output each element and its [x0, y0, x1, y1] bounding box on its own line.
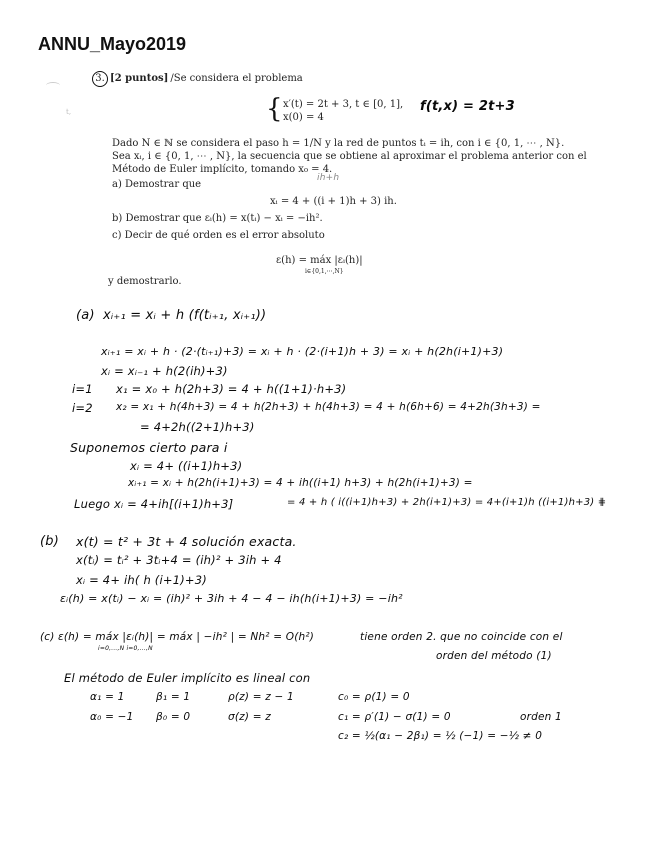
part-a-formula: xᵢ = 4 + ((i + 1)h + 3) ih.: [270, 196, 397, 207]
solution-a-line-2: xᵢ₊₁ = xᵢ + h · (2·(tᵢ₊₁)+3) = xᵢ + h · (2·(i+1)h + 3) = xᵢ + h(2h(i+1)+3): [101, 345, 504, 358]
margin-mark: [46, 82, 60, 89]
solution-b-line-2: x(tᵢ) = tᵢ² + 3tᵢ+4 = (ih)² + 3ih + 4: [76, 553, 282, 567]
problem-intro: Se considera el problema: [173, 73, 303, 84]
solution-a-label: (a): [76, 308, 95, 323]
coef-beta0: β₀ = 0: [156, 711, 191, 723]
problem-points: [2 puntos]: [110, 73, 169, 84]
solution-a-line-8: xᵢ = 4+ ((i+1)h+3): [130, 459, 243, 473]
order-result: orden 1: [520, 711, 562, 723]
problem-paragraph-2: Sea xᵢ, i ∈ {0, 1, ⋯ , N}, la secuencia que se obtiene al aproximar el problema anterior con el: [112, 151, 587, 162]
solution-b-line-1: x(t) = t² + 3t + 4 solución exacta.: [76, 534, 297, 549]
solution-a-index-2: i=2: [72, 401, 93, 415]
coef-beta1: β₁ = 1: [156, 691, 191, 703]
solution-a-line-6: = 4+2h((2+1)h+3): [140, 420, 255, 434]
solution-a-line-10a: Luego xᵢ = 4+ih[(i+1)h+3]: [74, 497, 234, 511]
part-c-statement: c) Decir de qué orden es el error absoluto: [112, 230, 325, 241]
part-c-formula-sub: i∈{0,1,⋯,N}: [305, 268, 344, 275]
solution-a-line-9: xᵢ₊₁ = xᵢ + h(2h(i+1)+3) = 4 + ih((i+1) h+3) + h(2h(i+1)+3) =: [128, 477, 473, 489]
c1-value: c₁ = ρ′(1) − σ(1) = 0: [338, 711, 451, 723]
problem-paragraph-1: Dado N ∈ ℕ se considera el paso h = 1/N y la red de puntos tᵢ = ih, con i ∈ {0, 1, ⋯ , N}.: [112, 138, 565, 149]
system-eq1: x′(t) = 2t + 3, t ∈ [0, 1],: [283, 99, 404, 110]
part-c-formula: ε(h) = máx |εᵢ(h)|: [276, 255, 363, 266]
solution-c-note-1: tiene orden 2. que no coincide con el: [360, 631, 563, 643]
sigma-poly: σ(z) = z: [228, 711, 271, 723]
solution-b-label: (b): [40, 534, 59, 549]
solution-b-line-3: xᵢ = 4+ ih( h (i+1)+3): [76, 573, 207, 587]
part-b-statement: b) Demostrar que εᵢ(h) = x(tᵢ) − xᵢ = −ih².: [112, 213, 323, 224]
solution-a-line-3: xᵢ = xᵢ₋₁ + h(2(ih)+3): [101, 364, 228, 378]
rho-poly: ρ(z) = z − 1: [228, 691, 294, 703]
c2-value: c₂ = ½(α₁ − 2β₁) = ½ (−1) = −½ ≠ 0: [338, 730, 543, 742]
problem-header: 3. [2 puntos] /Se considera el problema: [92, 71, 303, 87]
problem-number: 3.: [92, 71, 108, 87]
coef-alpha1: α₁ = 1: [90, 691, 125, 703]
coef-alpha0: α₀ = −1: [90, 711, 134, 723]
solution-a-line-1: xᵢ₊₁ = xᵢ + h (f(tᵢ₊₁, xᵢ₊₁)): [103, 308, 267, 323]
solution-c-line-1-sub: i=0,...,N i=0,...,N: [98, 645, 153, 652]
part-a-statement: a) Demostrar que: [112, 179, 202, 190]
page-title: ANNU_Mayo2019: [38, 34, 187, 54]
solution-b-line-4: εᵢ(h) = x(tᵢ) − xᵢ = (ih)² + 3ih + 4 − 4 − ih(h(i+1)+3) = −ih²: [60, 592, 403, 605]
solution-a-line-5: x₂ = x₁ + h(4h+3) = 4 + h(2h+3) + h(4h+3) = 4 + h(6h+6) = 4+2h(3h+3) =: [116, 401, 541, 413]
problem-closing: y demostrarlo.: [108, 276, 182, 287]
solution-a-line-4: x₁ = x₀ + h(2h+3) = 4 + h((1+1)·h+3): [116, 382, 347, 396]
problem-paragraph-3: Método de Euler implícito, tomando x₀ = 4.: [112, 164, 333, 175]
solution-c-note-2: orden del método (1): [436, 650, 552, 662]
solution-c-label: (c): [40, 631, 55, 643]
solution-a-line-10b: = 4 + h ( i((i+1)h+3) + 2h(i+1)+3) = 4+(i+1)h ((i+1)h+3) ⋕: [287, 497, 607, 508]
part-a-note: ih+h: [317, 173, 340, 183]
solution-a-line-7: Suponemos cierto para i: [70, 440, 228, 455]
margin-note-f: f(t,x) = 2t+3: [420, 99, 515, 114]
solution-a-index-1: i=1: [72, 382, 93, 396]
margin-mark: t,: [66, 108, 72, 116]
solution-c-line-3: El método de Euler implícito es lineal con: [64, 671, 311, 685]
solution-c-line-1: ε(h) = máx |εᵢ(h)| = máx | −ih² | = Nh² = O(h²): [58, 631, 315, 643]
system-brace: {: [266, 94, 283, 124]
system-eq2: x(0) = 4: [283, 112, 324, 123]
c0-value: c₀ = ρ(1) = 0: [338, 691, 410, 703]
